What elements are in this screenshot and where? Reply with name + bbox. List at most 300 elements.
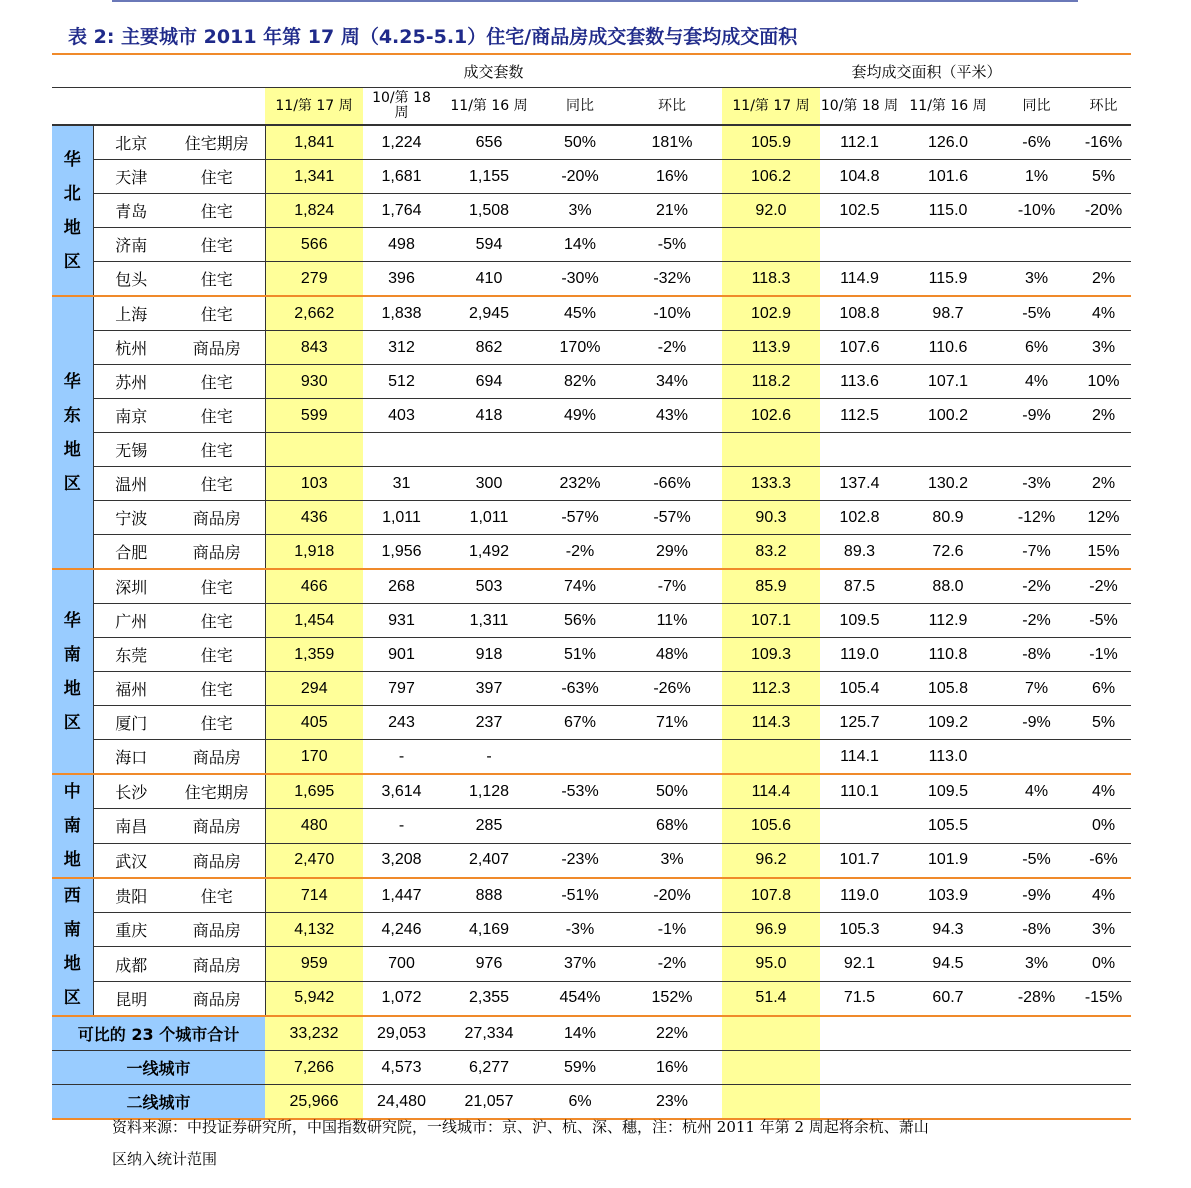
data-cell: 1,918 — [265, 535, 363, 570]
table-row — [52, 331, 1131, 365]
city-name: 海口 — [93, 740, 169, 775]
property-type: 住宅 — [169, 706, 265, 740]
data-cell: -12% — [997, 501, 1076, 535]
data-cell: 110.6 — [899, 331, 997, 365]
data-cell: -3% — [997, 467, 1076, 501]
city-name: 南昌 — [93, 809, 169, 843]
total-blank — [820, 1085, 1131, 1120]
header-group-area: 套均成交面积（平米） — [722, 56, 1131, 88]
data-cell: 2,407 — [440, 843, 538, 878]
data-cell — [997, 433, 1076, 467]
data-cell: 656 — [440, 125, 538, 160]
property-type: 住宅 — [169, 262, 265, 297]
table-row — [52, 194, 1131, 228]
table-row — [52, 433, 1131, 467]
data-cell: 96.9 — [722, 913, 820, 947]
data-cell: 114.4 — [722, 774, 820, 809]
data-cell: 0% — [1076, 809, 1131, 843]
total-cell: 25,966 — [265, 1085, 363, 1120]
data-cell: 7% — [997, 672, 1076, 706]
data-cell: 594 — [440, 228, 538, 262]
data-cell: -28% — [997, 981, 1076, 1016]
city-name: 东莞 — [93, 638, 169, 672]
data-cell: -7% — [997, 535, 1076, 570]
property-type: 商品房 — [169, 809, 265, 843]
data-cell: 279 — [265, 262, 363, 297]
data-cell: -9% — [997, 399, 1076, 433]
data-cell: 1,224 — [363, 125, 440, 160]
data-cell: 110.1 — [820, 774, 899, 809]
data-cell: 74% — [538, 569, 622, 604]
data-cell — [440, 433, 538, 467]
data-cell: 396 — [363, 262, 440, 297]
data-cell: 50% — [538, 125, 622, 160]
data-cell: 87.5 — [820, 569, 899, 604]
data-cell: 43% — [622, 399, 722, 433]
data-cell: -2% — [622, 331, 722, 365]
data-cell: 285 — [440, 809, 538, 843]
data-cell: 105.9 — [722, 125, 820, 160]
data-cell: 1,072 — [363, 981, 440, 1016]
data-cell: -63% — [538, 672, 622, 706]
region-label: 中南地 — [52, 774, 93, 878]
data-cell: 115.0 — [899, 194, 997, 228]
data-cell: 512 — [363, 365, 440, 399]
total-cell: 29,053 — [363, 1016, 440, 1051]
data-cell: 1,508 — [440, 194, 538, 228]
city-name: 济南 — [93, 228, 169, 262]
property-type: 商品房 — [169, 501, 265, 535]
property-type: 住宅 — [169, 638, 265, 672]
city-name: 昆明 — [93, 981, 169, 1016]
data-cell — [820, 809, 899, 843]
data-cell: 104.8 — [820, 160, 899, 194]
data-cell: 88.0 — [899, 569, 997, 604]
property-type: 住宅 — [169, 569, 265, 604]
total-cell: 27,334 — [440, 1016, 538, 1051]
data-cell: 3% — [1076, 331, 1131, 365]
data-cell: - — [363, 740, 440, 775]
total-cell: 6% — [538, 1085, 622, 1120]
data-cell: -3% — [538, 913, 622, 947]
property-type: 商品房 — [169, 947, 265, 981]
property-type: 商品房 — [169, 740, 265, 775]
data-cell: 118.2 — [722, 365, 820, 399]
data-cell — [538, 809, 622, 843]
data-cell: 115.9 — [899, 262, 997, 297]
data-cell: 125.7 — [820, 706, 899, 740]
data-cell: 1% — [997, 160, 1076, 194]
city-name: 苏州 — [93, 365, 169, 399]
data-cell: 112.5 — [820, 399, 899, 433]
data-cell: 133.3 — [722, 467, 820, 501]
data-cell: 268 — [363, 569, 440, 604]
data-cell: 237 — [440, 706, 538, 740]
data-cell: 109.5 — [899, 774, 997, 809]
total-cell: 59% — [538, 1051, 622, 1085]
total-blank-yellow — [722, 1051, 820, 1085]
data-cell: 137.4 — [820, 467, 899, 501]
data-cell: 113.0 — [899, 740, 997, 775]
data-cell: - — [440, 740, 538, 775]
property-type: 住宅 — [169, 399, 265, 433]
data-cell: 3% — [538, 194, 622, 228]
data-cell: -26% — [622, 672, 722, 706]
city-name: 温州 — [93, 467, 169, 501]
table-row — [52, 740, 1131, 775]
data-cell: 436 — [265, 501, 363, 535]
data-cell: 105.3 — [820, 913, 899, 947]
total-blank — [820, 1016, 1131, 1051]
region-label: 华东地区 — [52, 296, 93, 569]
table-row — [52, 706, 1131, 740]
data-cell: 107.1 — [722, 604, 820, 638]
table-row — [52, 125, 1131, 160]
data-cell — [1076, 228, 1131, 262]
data-cell: 114.9 — [820, 262, 899, 297]
data-cell: 67% — [538, 706, 622, 740]
table-row — [52, 228, 1131, 262]
data-cell: 105.4 — [820, 672, 899, 706]
table-row — [52, 913, 1131, 947]
data-cell: 49% — [538, 399, 622, 433]
table-row — [52, 569, 1131, 604]
data-cell: -8% — [997, 913, 1076, 947]
data-cell: 34% — [622, 365, 722, 399]
data-cell: 114.3 — [722, 706, 820, 740]
data-cell: 1,447 — [363, 878, 440, 913]
data-cell: 31 — [363, 467, 440, 501]
data-cell: 1,695 — [265, 774, 363, 809]
data-cell: 599 — [265, 399, 363, 433]
table-row — [52, 672, 1131, 706]
data-cell: 119.0 — [820, 638, 899, 672]
data-cell — [820, 228, 899, 262]
data-cell: -2% — [538, 535, 622, 570]
column-header: 10/第 18 周 — [363, 88, 440, 126]
data-cell: -66% — [622, 467, 722, 501]
total-cell: 7,266 — [265, 1051, 363, 1085]
data-cell: 94.3 — [899, 913, 997, 947]
data-cell: -5% — [1076, 604, 1131, 638]
data-cell: 976 — [440, 947, 538, 981]
data-cell: -15% — [1076, 981, 1131, 1016]
total-cell: 4,573 — [363, 1051, 440, 1085]
table-row — [52, 638, 1131, 672]
data-cell — [997, 228, 1076, 262]
data-cell: 4% — [997, 774, 1076, 809]
property-type: 住宅 — [169, 160, 265, 194]
property-type: 商品房 — [169, 843, 265, 878]
data-cell: 3% — [997, 262, 1076, 297]
total-row — [52, 1085, 1131, 1120]
city-name: 长沙 — [93, 774, 169, 809]
data-cell: 1,492 — [440, 535, 538, 570]
data-cell: 4% — [997, 365, 1076, 399]
data-cell: 112.3 — [722, 672, 820, 706]
header-blank — [52, 56, 265, 88]
data-cell: 2,945 — [440, 296, 538, 331]
data-cell: 105.6 — [722, 809, 820, 843]
city-name: 上海 — [93, 296, 169, 331]
property-type: 住宅 — [169, 672, 265, 706]
data-cell: 71.5 — [820, 981, 899, 1016]
column-header: 11/第 16 周 — [899, 88, 997, 126]
data-cell: 15% — [1076, 535, 1131, 570]
data-cell: -57% — [622, 501, 722, 535]
data-cell: 5,942 — [265, 981, 363, 1016]
data-cell: 843 — [265, 331, 363, 365]
total-blank-yellow — [722, 1085, 820, 1120]
data-cell: 566 — [265, 228, 363, 262]
data-table — [52, 56, 1131, 1120]
data-cell: 918 — [440, 638, 538, 672]
data-cell: 170 — [265, 740, 363, 775]
total-cell: 23% — [622, 1085, 722, 1120]
data-cell: 101.6 — [899, 160, 997, 194]
city-name: 重庆 — [93, 913, 169, 947]
data-cell: 454% — [538, 981, 622, 1016]
data-cell: -9% — [997, 706, 1076, 740]
data-cell: 4% — [1076, 296, 1131, 331]
data-cell: 113.9 — [722, 331, 820, 365]
data-cell: 170% — [538, 331, 622, 365]
data-cell: 89.3 — [820, 535, 899, 570]
total-cell: 14% — [538, 1016, 622, 1051]
data-cell — [622, 740, 722, 775]
property-type: 商品房 — [169, 331, 265, 365]
data-cell: -16% — [1076, 125, 1131, 160]
table-row — [52, 160, 1131, 194]
data-cell: -20% — [538, 160, 622, 194]
data-cell — [997, 740, 1076, 775]
data-cell: 2,355 — [440, 981, 538, 1016]
city-name: 合肥 — [93, 535, 169, 570]
data-cell: 92.1 — [820, 947, 899, 981]
table-row — [52, 501, 1131, 535]
data-cell: -53% — [538, 774, 622, 809]
header-blank-2 — [52, 88, 265, 126]
data-cell: -2% — [622, 947, 722, 981]
data-cell: 1,341 — [265, 160, 363, 194]
property-type: 住宅 — [169, 604, 265, 638]
data-cell: 16% — [622, 160, 722, 194]
data-cell: 45% — [538, 296, 622, 331]
data-cell: 6% — [997, 331, 1076, 365]
city-name: 厦门 — [93, 706, 169, 740]
data-cell: 4% — [1076, 878, 1131, 913]
data-cell: 1,011 — [440, 501, 538, 535]
data-cell: -1% — [1076, 638, 1131, 672]
data-cell — [538, 433, 622, 467]
data-cell: 901 — [363, 638, 440, 672]
city-name: 天津 — [93, 160, 169, 194]
data-cell: 930 — [265, 365, 363, 399]
total-blank — [820, 1051, 1131, 1085]
data-cell: 2% — [1076, 467, 1131, 501]
data-cell: 85.9 — [722, 569, 820, 604]
property-type: 商品房 — [169, 535, 265, 570]
data-cell: 3,208 — [363, 843, 440, 878]
total-cell: 33,232 — [265, 1016, 363, 1051]
data-cell: 105.5 — [899, 809, 997, 843]
data-cell: -6% — [997, 125, 1076, 160]
data-cell: 56% — [538, 604, 622, 638]
city-name: 深圳 — [93, 569, 169, 604]
property-type: 住宅 — [169, 365, 265, 399]
table-row — [52, 843, 1131, 878]
data-cell — [899, 228, 997, 262]
city-name: 包头 — [93, 262, 169, 297]
city-name: 北京 — [93, 125, 169, 160]
data-cell: 114.1 — [820, 740, 899, 775]
data-cell: 10% — [1076, 365, 1131, 399]
data-cell: 797 — [363, 672, 440, 706]
property-type: 商品房 — [169, 913, 265, 947]
data-cell: 102.5 — [820, 194, 899, 228]
data-cell: -7% — [622, 569, 722, 604]
data-cell: 37% — [538, 947, 622, 981]
data-cell: 1,011 — [363, 501, 440, 535]
column-header: 环比 — [622, 88, 722, 126]
data-cell: 714 — [265, 878, 363, 913]
property-type: 住宅 — [169, 296, 265, 331]
data-cell: 105.8 — [899, 672, 997, 706]
data-cell: 68% — [622, 809, 722, 843]
data-cell: 3% — [1076, 913, 1131, 947]
city-name: 贵阳 — [93, 878, 169, 913]
column-header: 10/第 18 周 — [820, 88, 899, 126]
data-cell: -5% — [622, 228, 722, 262]
column-header: 11/第 17 周 — [722, 88, 820, 126]
data-cell: 94.5 — [899, 947, 997, 981]
data-cell: 92.0 — [722, 194, 820, 228]
table-row — [52, 365, 1131, 399]
data-cell: 113.6 — [820, 365, 899, 399]
city-name: 武汉 — [93, 843, 169, 878]
data-cell — [265, 433, 363, 467]
city-name: 南京 — [93, 399, 169, 433]
data-cell: 5% — [1076, 160, 1131, 194]
table-row — [52, 296, 1131, 331]
column-header: 同比 — [538, 88, 622, 126]
data-cell: 130.2 — [899, 467, 997, 501]
data-cell: 410 — [440, 262, 538, 297]
property-type: 住宅 — [169, 194, 265, 228]
data-cell: 100.2 — [899, 399, 997, 433]
data-cell: 243 — [363, 706, 440, 740]
data-cell: 101.9 — [899, 843, 997, 878]
data-cell: 95.0 — [722, 947, 820, 981]
data-cell: 48% — [622, 638, 722, 672]
data-cell: 232% — [538, 467, 622, 501]
data-cell: 107.6 — [820, 331, 899, 365]
data-cell: 112.9 — [899, 604, 997, 638]
data-cell: 498 — [363, 228, 440, 262]
region-label: 华北地区 — [52, 125, 93, 296]
data-cell: 0% — [1076, 947, 1131, 981]
data-cell — [1076, 433, 1131, 467]
data-cell: 1,956 — [363, 535, 440, 570]
data-cell — [363, 433, 440, 467]
column-header: 11/第 16 周 — [440, 88, 538, 126]
data-cell: 1,824 — [265, 194, 363, 228]
data-cell: 90.3 — [722, 501, 820, 535]
data-cell: 466 — [265, 569, 363, 604]
data-cell: 11% — [622, 604, 722, 638]
data-cell: 931 — [363, 604, 440, 638]
data-cell: -20% — [1076, 194, 1131, 228]
data-cell: 1,359 — [265, 638, 363, 672]
data-cell: 80.9 — [899, 501, 997, 535]
data-cell: 82% — [538, 365, 622, 399]
total-cell: 21,057 — [440, 1085, 538, 1120]
data-cell: 109.2 — [899, 706, 997, 740]
data-cell — [622, 433, 722, 467]
city-name: 无锡 — [93, 433, 169, 467]
total-cell: 16% — [622, 1051, 722, 1085]
total-row — [52, 1051, 1131, 1085]
data-cell — [997, 809, 1076, 843]
data-cell: 118.3 — [722, 262, 820, 297]
region-label: 西南地区 — [52, 878, 93, 1016]
column-header: 环比 — [1076, 88, 1131, 126]
data-cell: 503 — [440, 569, 538, 604]
data-cell — [722, 228, 820, 262]
property-type: 住宅 — [169, 467, 265, 501]
data-cell: 112.1 — [820, 125, 899, 160]
data-cell: 109.3 — [722, 638, 820, 672]
data-cell: 106.2 — [722, 160, 820, 194]
data-cell: 1,681 — [363, 160, 440, 194]
footnote-line-2: 区纳入统计范围 — [112, 1150, 218, 1168]
data-cell: 126.0 — [899, 125, 997, 160]
data-cell: 101.7 — [820, 843, 899, 878]
data-cell: 98.7 — [899, 296, 997, 331]
data-cell: 14% — [538, 228, 622, 262]
data-cell: 4,246 — [363, 913, 440, 947]
data-cell: 1,311 — [440, 604, 538, 638]
city-name: 成都 — [93, 947, 169, 981]
data-cell: -2% — [1076, 569, 1131, 604]
data-cell: 3,614 — [363, 774, 440, 809]
table-row — [52, 535, 1131, 570]
data-cell: 96.2 — [722, 843, 820, 878]
data-cell: -10% — [622, 296, 722, 331]
table-title: 表 2: 主要城市 2011 年第 17 周（4.25-5.1）住宅/商品房成交套数与套均成交面积 — [68, 26, 798, 48]
table-row — [52, 774, 1131, 809]
data-cell: 119.0 — [820, 878, 899, 913]
data-cell: 83.2 — [722, 535, 820, 570]
total-label: 二线城市 — [52, 1085, 265, 1120]
city-name: 杭州 — [93, 331, 169, 365]
table-row — [52, 809, 1131, 843]
table-row — [52, 878, 1131, 913]
data-cell: -8% — [997, 638, 1076, 672]
data-cell: 5% — [1076, 706, 1131, 740]
data-cell: 3% — [997, 947, 1076, 981]
data-cell: 1,155 — [440, 160, 538, 194]
data-cell: 403 — [363, 399, 440, 433]
data-cell: 405 — [265, 706, 363, 740]
data-cell: 12% — [1076, 501, 1131, 535]
data-cell: - — [363, 809, 440, 843]
total-cell: 22% — [622, 1016, 722, 1051]
title-rule — [52, 53, 1131, 55]
data-cell: 700 — [363, 947, 440, 981]
data-cell: 51% — [538, 638, 622, 672]
city-name: 福州 — [93, 672, 169, 706]
